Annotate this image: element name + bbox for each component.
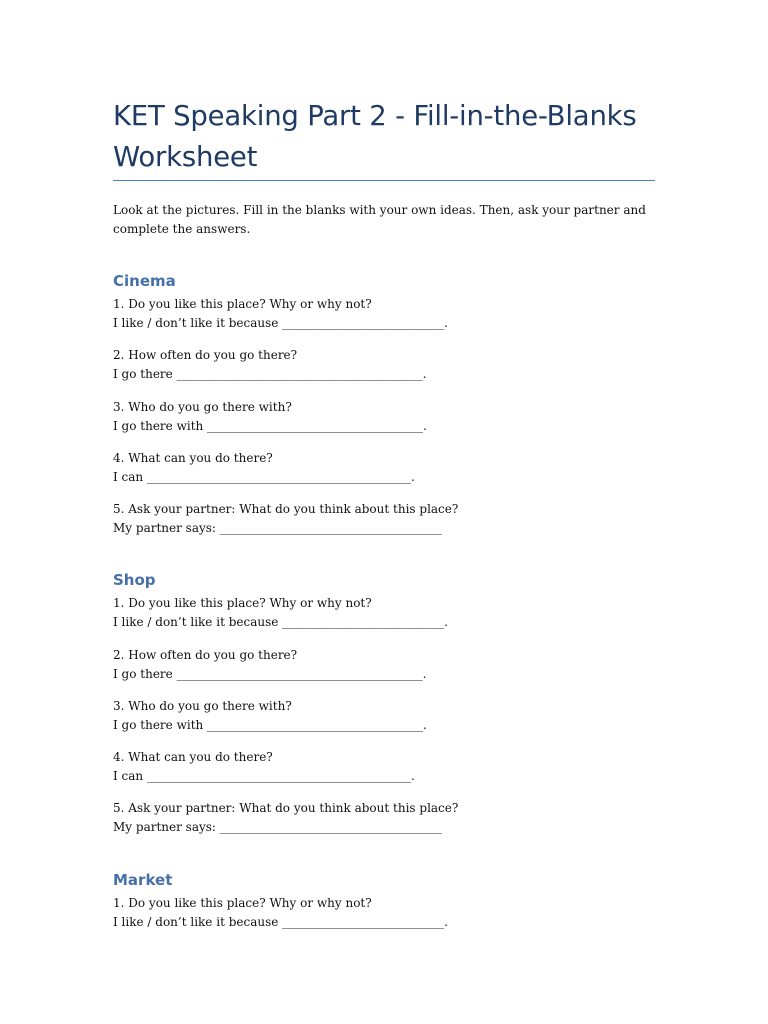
question-text: 1. Do you like this place? Why or why not?	[113, 596, 372, 610]
question-text: 1. Do you like this place? Why or why not?	[113, 297, 372, 311]
intro-text: Look at the pictures. Fill in the blanks with your own ideas. Then, ask your partner and complete the answers.	[113, 203, 646, 236]
question-text: 3. Who do you go there with?	[113, 699, 292, 713]
answer-line: My partner says: _____________________________________	[113, 521, 442, 535]
section-heading-market: Market	[113, 871, 173, 889]
answer-line: I like / don’t like it because ___________________________.	[113, 316, 448, 330]
answer-line: I go there with ____________________________________.	[113, 419, 427, 433]
question-text: 2. How often do you go there?	[113, 348, 298, 362]
question-block	[113, 449, 415, 487]
question-block	[113, 500, 458, 538]
question-text: 5. Ask your partner: What do you think about this place?	[113, 801, 459, 815]
question-block	[113, 799, 458, 837]
question-text: 1. Do you like this place? Why or why not?	[113, 896, 372, 910]
question-block	[113, 594, 448, 632]
question-block	[113, 346, 426, 384]
question-text: 4. What can you do there?	[113, 451, 273, 465]
question-text: 3. Who do you go there with?	[113, 400, 292, 414]
answer-line: I like / don’t like it because ___________________________.	[113, 615, 448, 629]
answer-line: I like / don’t like it because ___________________________.	[113, 915, 448, 929]
question-text: 2. How often do you go there?	[113, 648, 298, 662]
question-block	[113, 748, 415, 786]
question-block	[113, 697, 427, 735]
answer-line: I can ____________________________________________.	[113, 769, 415, 783]
answer-line: I go there with ____________________________________.	[113, 718, 427, 732]
answer-line: I go there _________________________________________.	[113, 667, 427, 681]
answer-line: I go there _________________________________________.	[113, 367, 427, 381]
question-block	[113, 894, 448, 932]
question-text: 4. What can you do there?	[113, 750, 273, 764]
answer-line: My partner says: _____________________________________	[113, 820, 442, 834]
page-title: KET Speaking Part 2 - Fill-in-the-Blanks Worksheet	[113, 100, 637, 173]
answer-line: I can ____________________________________________.	[113, 470, 415, 484]
section-heading-shop: Shop	[113, 571, 156, 589]
question-block	[113, 295, 448, 333]
title-divider	[113, 180, 655, 181]
question-block	[113, 398, 427, 436]
question-block	[113, 646, 426, 684]
section-heading-cinema: Cinema	[113, 272, 176, 290]
question-text: 5. Ask your partner: What do you think about this place?	[113, 502, 459, 516]
